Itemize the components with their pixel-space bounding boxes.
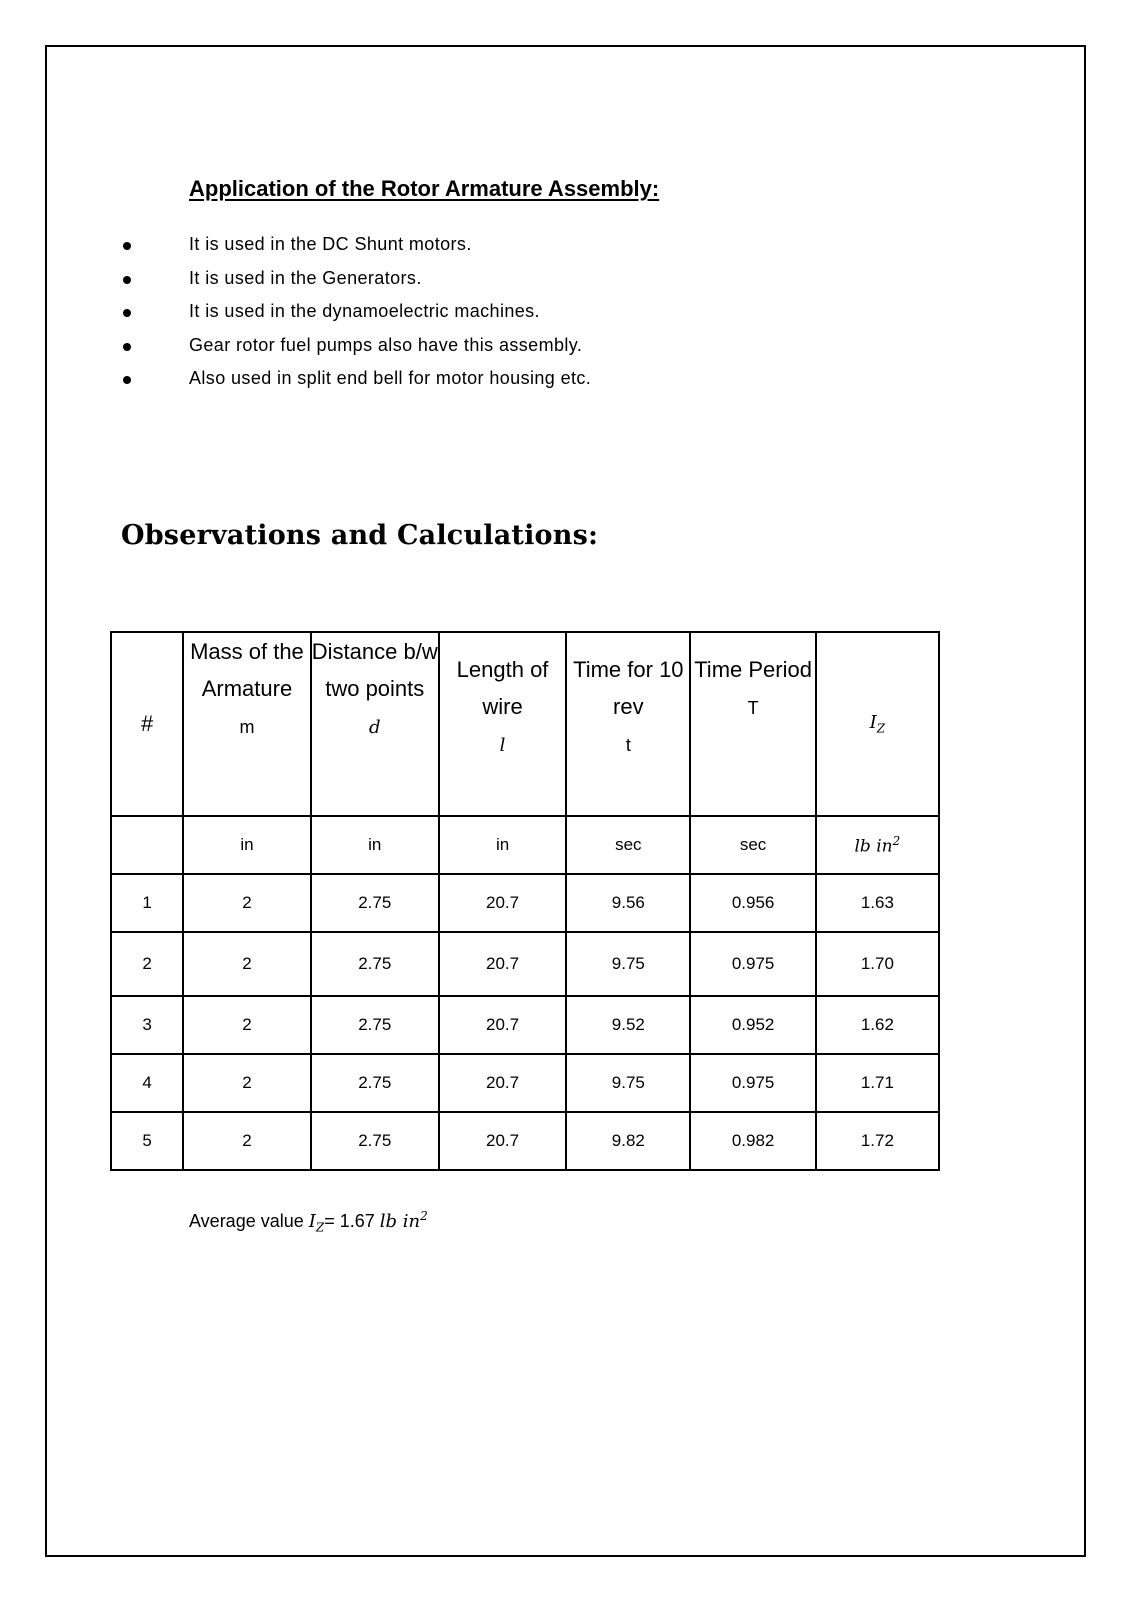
average-unit-exponent: 2 xyxy=(420,1209,428,1223)
row-mass: 2 xyxy=(183,874,310,932)
row-time: 9.82 xyxy=(566,1112,690,1170)
unit-mass: in xyxy=(183,816,310,874)
row-iz: 1.70 xyxy=(816,932,939,996)
units-row xyxy=(111,816,939,874)
row-distance: 2.75 xyxy=(311,874,439,932)
header-time-symbol: t xyxy=(625,735,631,755)
header-length xyxy=(439,632,566,816)
row-iz: 1.63 xyxy=(816,874,939,932)
row-time: 9.75 xyxy=(566,1054,690,1112)
row-time: 9.52 xyxy=(566,996,690,1054)
unit-time: sec xyxy=(566,816,690,874)
row-period: 0.952 xyxy=(690,996,815,1054)
header-distance xyxy=(311,632,439,816)
row-length: 20.7 xyxy=(439,874,566,932)
header-distance-label: Distance b/w two points xyxy=(311,639,438,701)
row-length: 20.7 xyxy=(439,932,566,996)
header-length-label: Length of wire xyxy=(456,657,549,719)
list-item: Also used in split end bell for motor housing etc. xyxy=(120,368,591,402)
average-value xyxy=(189,1209,428,1235)
table-row xyxy=(111,1112,939,1170)
row-mass: 2 xyxy=(183,932,310,996)
observations-heading: Observations and Calculations: xyxy=(121,520,599,551)
average-label: Average value xyxy=(189,1211,304,1231)
row-length: 20.7 xyxy=(439,1054,566,1112)
header-row xyxy=(111,632,939,816)
header-period xyxy=(690,632,815,816)
row-distance: 2.75 xyxy=(311,1112,439,1170)
header-mass-label: Mass of the Armature xyxy=(190,639,304,701)
list-item: It is used in the dynamoelectric machines. xyxy=(120,301,591,335)
row-mass: 2 xyxy=(183,1112,310,1170)
header-time xyxy=(566,632,690,816)
row-iz: 1.72 xyxy=(816,1112,939,1170)
average-symbol: I xyxy=(308,1211,316,1232)
header-period-symbol: T xyxy=(747,698,759,718)
header-period-label: Time Period xyxy=(694,657,812,682)
average-unit: lb in xyxy=(379,1211,421,1232)
list-item: It is used in the DC Shunt motors. xyxy=(120,234,591,268)
row-period: 0.982 xyxy=(690,1112,815,1170)
row-distance: 2.75 xyxy=(311,932,439,996)
header-time-label: Time for 10 rev xyxy=(573,657,684,719)
unit-iz-exponent: 2 xyxy=(892,833,901,848)
unit-iz xyxy=(816,816,939,874)
row-num: 4 xyxy=(111,1054,183,1112)
unit-period: sec xyxy=(690,816,815,874)
unit-length: in xyxy=(439,816,566,874)
row-length: 20.7 xyxy=(439,996,566,1054)
list-item: Gear rotor fuel pumps also have this assembly. xyxy=(120,335,591,369)
unit-iz-text: lb in xyxy=(854,836,893,857)
row-num: 3 xyxy=(111,996,183,1054)
row-distance: 2.75 xyxy=(311,1054,439,1112)
average-equals: = 1.67 xyxy=(324,1211,375,1231)
unit-distance: in xyxy=(311,816,439,874)
row-num: 5 xyxy=(111,1112,183,1170)
header-distance-symbol: d xyxy=(368,717,381,738)
application-heading: Application of the Rotor Armature Assembly: xyxy=(189,176,660,201)
row-period: 0.956 xyxy=(690,874,815,932)
row-num: 1 xyxy=(111,874,183,932)
list-item: It is used in the Generators. xyxy=(120,268,591,302)
row-num: 2 xyxy=(111,932,183,996)
header-iz-subscript: Z xyxy=(876,721,886,736)
header-num: # xyxy=(111,632,183,816)
row-length: 20.7 xyxy=(439,1112,566,1170)
row-time: 9.56 xyxy=(566,874,690,932)
header-iz xyxy=(816,632,939,816)
row-time: 9.75 xyxy=(566,932,690,996)
row-iz: 1.62 xyxy=(816,996,939,1054)
row-distance: 2.75 xyxy=(311,996,439,1054)
application-list xyxy=(120,234,591,402)
header-iz-symbol: I xyxy=(869,712,877,734)
header-mass xyxy=(183,632,310,816)
row-mass: 2 xyxy=(183,1054,310,1112)
table-row xyxy=(111,874,939,932)
observations-table xyxy=(110,631,940,1171)
header-length-symbol: l xyxy=(499,735,506,756)
average-symbol-subscript: Z xyxy=(315,1220,325,1235)
table-row xyxy=(111,932,939,996)
row-period: 0.975 xyxy=(690,932,815,996)
unit-num xyxy=(111,816,183,874)
row-mass: 2 xyxy=(183,996,310,1054)
row-period: 0.975 xyxy=(690,1054,815,1112)
table-row xyxy=(111,1054,939,1112)
table-row xyxy=(111,996,939,1054)
header-mass-symbol: m xyxy=(239,717,255,737)
row-iz: 1.71 xyxy=(816,1054,939,1112)
